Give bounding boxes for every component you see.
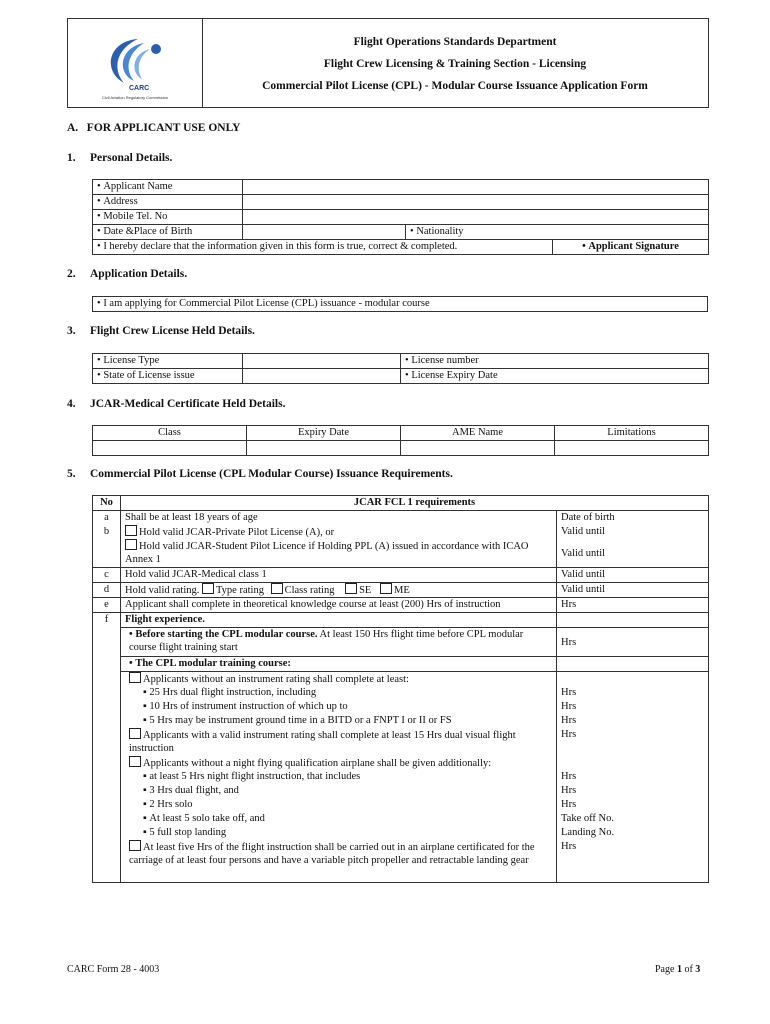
row-b1-result[interactable]: Valid until (557, 525, 709, 539)
section-5-heading: 5. Commercial Pilot License (CPL Modular Course) Issuance Requirements. (67, 468, 453, 480)
mobile-label: • Mobile Tel. No (93, 210, 243, 225)
row-c-no: c (93, 568, 121, 583)
row-b1: Hold valid JCAR-Private Pilot License (A), or (121, 525, 557, 539)
form-title: Commercial Pilot License (CPL) - Modular Course Issuance Application Form (262, 80, 648, 92)
section-4-heading: 4. JCAR-Medical Certificate Held Details. (67, 398, 286, 410)
row-g3d-result[interactable]: Take off No. (557, 812, 709, 826)
row-d-text: Hold valid rating. Type rating Class rating SE ME (121, 583, 557, 598)
row-g1a-result[interactable]: Hrs (557, 686, 709, 700)
row-b2: Hold valid JCAR-Student Pilot Licence if Holding PPL (A) issued in accordance with ICAO Annex 1 (121, 539, 557, 568)
class-rating-checkbox[interactable] (271, 583, 283, 594)
form-number: CARC Form 28 - 4003 (67, 964, 160, 975)
medical-expiry-field[interactable] (247, 441, 401, 456)
with-ir-checkbox[interactable] (129, 728, 141, 739)
row-f-no: f (93, 613, 121, 883)
row-e-result[interactable]: Hrs (557, 598, 709, 613)
personal-details-table (92, 179, 709, 255)
row-g3d: ▪ At least 5 solo take off, and (121, 812, 557, 826)
page-indicator: Page 1 of 3 (655, 964, 701, 975)
row-g1: Applicants without an instrument rating shall complete at least: (121, 672, 557, 687)
row-a-no: a (93, 511, 121, 526)
declaration-text: • I hereby declare that the information given in this form is true, correct & completed. (93, 240, 553, 255)
row-g3b-result[interactable]: Hrs (557, 784, 709, 798)
section-2-heading: 2. Application Details. (67, 268, 188, 280)
medical-class-field[interactable] (93, 441, 247, 456)
req-col-no: No (93, 496, 121, 511)
logo-subtitle: Civil Aviation Regulatory Commission (102, 95, 169, 100)
row-f1: • Before starting the CPL modular course. At least 150 Hrs flight time before CPL modular course flight training start (121, 628, 557, 657)
application-details-table (92, 296, 708, 312)
no-ir-checkbox[interactable] (129, 672, 141, 683)
requirements-table (92, 495, 709, 883)
applicant-name-field[interactable] (243, 180, 709, 195)
section-1-heading: 1. Personal Details. (67, 152, 173, 164)
row-a-text: Shall be at least 18 years of age (121, 511, 557, 526)
logo-text: CARC (129, 85, 150, 92)
row-f-text: Flight experience. (121, 613, 557, 628)
medical-limitations-field[interactable] (555, 441, 709, 456)
row-a-result[interactable]: Date of birth (557, 511, 709, 526)
license-held-table (92, 353, 709, 384)
row-b-no: b (93, 525, 121, 539)
medical-col-class: Class (93, 426, 247, 441)
nationality-label[interactable]: • Nationality (406, 225, 709, 240)
row-g4-result[interactable]: Hrs (557, 840, 709, 883)
no-night-checkbox[interactable] (129, 756, 141, 767)
row-e-no: e (93, 598, 121, 613)
row-f2: • The CPL modular training course: (121, 657, 557, 672)
carc-logo-icon (68, 19, 202, 107)
row-g3a: ▪ at least 5 Hrs night flight instruction, that includes (121, 770, 557, 784)
row-g3e: ▪ 5 full stop landing (121, 826, 557, 840)
dob-label: • Date &Place of Birth (93, 225, 243, 240)
logo-cell (68, 19, 203, 107)
row-g1c: ▪ 5 Hrs may be instrument ground time in a BITD or a FNPT I or II or FS (121, 714, 557, 728)
license-type-label: • License Type (93, 354, 243, 369)
dob-field[interactable] (243, 225, 406, 240)
type-rating-checkbox[interactable] (202, 583, 214, 594)
part-a-heading: A. FOR APPLICANT USE ONLY (67, 122, 241, 134)
row-g1b-result[interactable]: Hrs (557, 700, 709, 714)
applicant-name-label: • Applicant Name (93, 180, 243, 195)
row-g3c: ▪ 2 Hrs solo (121, 798, 557, 812)
ppl-checkbox[interactable] (125, 525, 137, 536)
license-number-label[interactable]: • License number (401, 354, 709, 369)
row-g3c-result[interactable]: Hrs (557, 798, 709, 812)
row-g1c-result[interactable]: Hrs (557, 714, 709, 728)
medical-cert-table (92, 425, 709, 456)
row-g2-result[interactable]: Hrs (557, 728, 709, 756)
medical-ame-field[interactable] (401, 441, 555, 456)
medical-col-expiry: Expiry Date (247, 426, 401, 441)
spl-checkbox[interactable] (125, 539, 137, 550)
state-issue-label: • State of License issue (93, 369, 243, 384)
row-f1-result[interactable]: Hrs (557, 628, 709, 657)
row-g2: Applicants with a valid instrument rating shall complete at least 15 Hrs dual visual flight instruction (121, 728, 557, 756)
medical-col-ame: AME Name (401, 426, 555, 441)
applying-statement: • I am applying for Commercial Pilot License (CPL) issuance - modular course (93, 297, 708, 312)
dept-title: Flight Operations Standards Department (353, 36, 557, 48)
row-d-no: d (93, 583, 121, 598)
applicant-signature-field[interactable]: • Applicant Signature (553, 240, 709, 255)
row-g1b: ▪ 10 Hrs of instrument instruction of which up to (121, 700, 557, 714)
row-g1a: ▪ 25 Hrs dual flight instruction, including (121, 686, 557, 700)
section-3-heading: 3. Flight Crew License Held Details. (67, 325, 255, 337)
section-title: Flight Crew Licensing & Training Section - Licensing (323, 58, 587, 70)
four-seat-checkbox[interactable] (129, 840, 141, 851)
medical-col-limitations: Limitations (555, 426, 709, 441)
license-type-field[interactable] (243, 354, 401, 369)
row-e-text: Applicant shall complete in theoretical knowledge course at least (200) Hrs of instruction (121, 598, 557, 613)
form-header (67, 18, 709, 108)
mobile-field[interactable] (243, 210, 709, 225)
row-g3a-result[interactable]: Hrs (557, 770, 709, 784)
row-g3: Applicants without a night flying qualification airplane shall be given additionally: (121, 756, 557, 770)
row-g4: At least five Hrs of the flight instruction shall be carried out in an airplane certificated for the carriage of at least four persons and have a variable pitch propeller and retractable landing gear (121, 840, 557, 883)
address-label: • Address (93, 195, 243, 210)
req-col-header: JCAR FCL 1 requirements (121, 496, 709, 511)
row-c-result[interactable]: Valid until (557, 568, 709, 583)
row-g3b: ▪ 3 Hrs dual flight, and (121, 784, 557, 798)
row-c-text: Hold valid JCAR-Medical class 1 (121, 568, 557, 583)
se-checkbox[interactable] (345, 583, 357, 594)
state-issue-field[interactable] (243, 369, 401, 384)
row-d-result[interactable]: Valid until (557, 583, 709, 598)
me-checkbox[interactable] (380, 583, 392, 594)
row-b2-result[interactable]: Valid until (557, 539, 709, 568)
license-expiry-label[interactable]: • License Expiry Date (401, 369, 709, 384)
row-g3e-result[interactable]: Landing No. (557, 826, 709, 840)
address-field[interactable] (243, 195, 709, 210)
